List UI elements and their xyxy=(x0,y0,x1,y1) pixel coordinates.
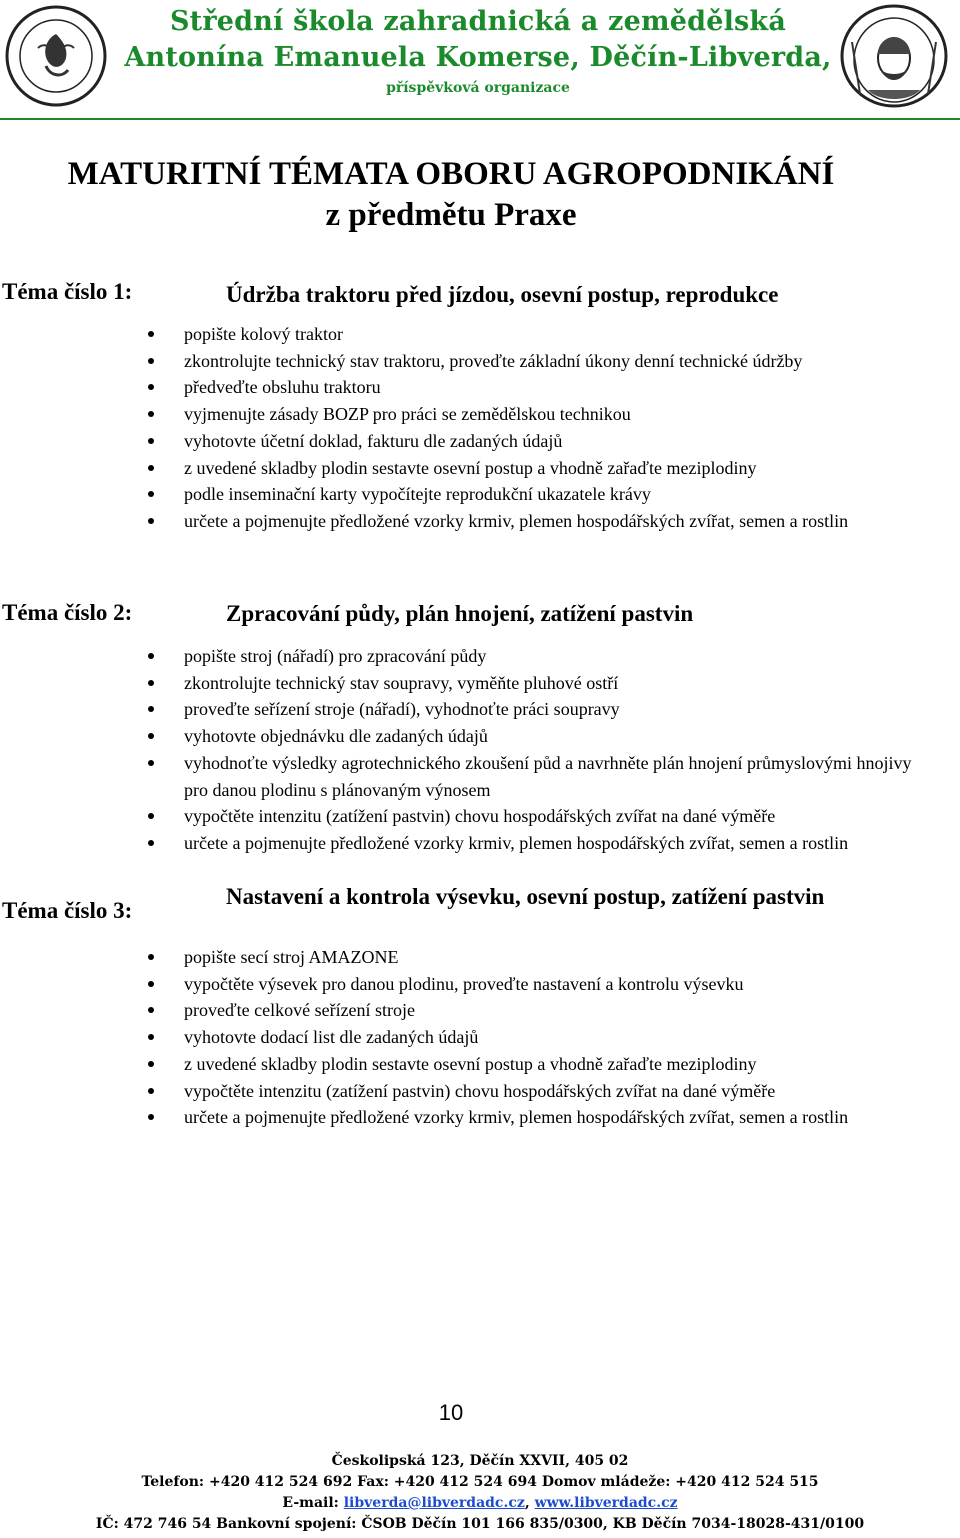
list-item: zkontrolujte technický stav traktoru, proveďte základní úkony denní technické údržby xyxy=(184,348,924,375)
list-item: předveďte obsluhu traktoru xyxy=(184,374,924,401)
footer-phones: Telefon: +420 412 524 692 Fax: +420 412 524 694 Domov mládeže: +420 412 524 515 xyxy=(141,1474,819,1490)
document-subtitle: z předmětu Praxe xyxy=(325,197,577,233)
list-item: vyhotovte objednávku dle zadaných údajů xyxy=(184,723,924,750)
list-item: vyhodnoťte výsledky agrotechnického zkoušení půd a navrhněte plán hnojení průmyslovými hnojivy pro danou plodinu s plánovaným výnosem xyxy=(184,750,924,803)
list-item: vyhotovte účetní doklad, fakturu dle zadaných údajů xyxy=(184,428,924,455)
letterhead xyxy=(0,0,960,112)
list-item: popište stroj (nářadí) pro zpracování půdy xyxy=(184,643,924,670)
list-item: popište kolový traktor xyxy=(184,321,924,348)
footer-email-prefix: E-mail: xyxy=(282,1495,344,1511)
topic-3-label: Téma číslo 3: xyxy=(2,898,133,923)
list-item: vyjmenujte zásady BOZP pro práci se zemědělskou technikou xyxy=(184,401,924,428)
footer-bank: IČ: 472 746 54 Bankovní spojení: ČSOB Děčín 101 166 835/0300, KB Děčín 7034-18028-431/0100 xyxy=(95,1516,865,1532)
footer-contact xyxy=(0,1495,960,1511)
list-item: vypočtěte intenzitu (zatížení pastvin) chovu hospodářských zvířat na dané výměře xyxy=(184,1078,924,1105)
email-link[interactable]: libverda@libverdadc.cz xyxy=(343,1495,525,1511)
page-number: 10 xyxy=(438,1400,464,1425)
list-item: z uvedené skladby plodin sestavte osevní postup a vhodně zařaďte meziplodiny xyxy=(184,455,924,482)
document-title: MATURITNÍ TÉMATA OBORU AGROPODNIKÁNÍ xyxy=(67,156,835,192)
list-item: určete a pojmenujte předložené vzorky krmiv, plemen hospodářských zvířat, semen a rostlin xyxy=(184,830,924,857)
header-divider xyxy=(0,118,960,120)
topic-1-label: Téma číslo 1: xyxy=(2,279,133,304)
list-item: proveďte seřízení stroje (nářadí), vyhodnoťte práci soupravy xyxy=(184,696,924,723)
website-link[interactable]: www.libverdadc.cz xyxy=(534,1495,678,1511)
list-item: vyhotovte dodací list dle zadaných údajů xyxy=(184,1024,924,1051)
list-item: podle inseminační karty vypočítejte reprodukční ukazatele krávy xyxy=(184,481,924,508)
school-name-line3: příspěvková organizace xyxy=(386,80,570,96)
list-item: určete a pojmenujte předložené vzorky krmiv, plemen hospodářských zvířat, semen a rostlin xyxy=(184,508,924,535)
footer-address: Českolipská 123, Děčín XXVII, 405 02 xyxy=(331,1453,629,1469)
school-name-line2: Antonína Emanuela Komerse, Děčín-Libverda, xyxy=(124,42,832,73)
topic-2-label: Téma číslo 2: xyxy=(2,600,133,625)
topic-2-heading: Zpracování půdy, plán hnojení, zatížení pastvin xyxy=(226,601,694,626)
topic-1-list xyxy=(184,321,924,535)
topic-1-heading: Údržba traktoru před jízdou, osevní postup, reprodukce xyxy=(226,282,779,307)
school-seal-logo xyxy=(4,4,108,108)
topic-2-list xyxy=(184,643,924,857)
list-item: vypočtěte intenzitu (zatížení pastvin) chovu hospodářských zvířat na dané výměře xyxy=(184,803,924,830)
topic-3-heading: Nastavení a kontrola výsevku, osevní postup, zatížení pastvin xyxy=(226,884,825,909)
footer-separator: , xyxy=(524,1495,535,1511)
list-item: z uvedené skladby plodin sestavte osevní postup a vhodně zařaďte meziplodiny xyxy=(184,1051,924,1078)
list-item: popište secí stroj AMAZONE xyxy=(184,944,924,971)
school-name-line1: Střední škola zahradnická a zemědělská xyxy=(169,6,787,37)
list-item: zkontrolujte technický stav soupravy, vyměňte pluhové ostří xyxy=(184,670,924,697)
list-item: vypočtěte výsevek pro danou plodinu, proveďte nastavení a kontrolu výsevku xyxy=(184,971,924,998)
list-item: proveďte celkové seřízení stroje xyxy=(184,997,924,1024)
list-item: určete a pojmenujte předložené vzorky krmiv, plemen hospodářských zvířat, semen a rostlin xyxy=(184,1104,924,1131)
topic-3-list xyxy=(184,944,924,1131)
founder-portrait-logo xyxy=(838,2,950,110)
